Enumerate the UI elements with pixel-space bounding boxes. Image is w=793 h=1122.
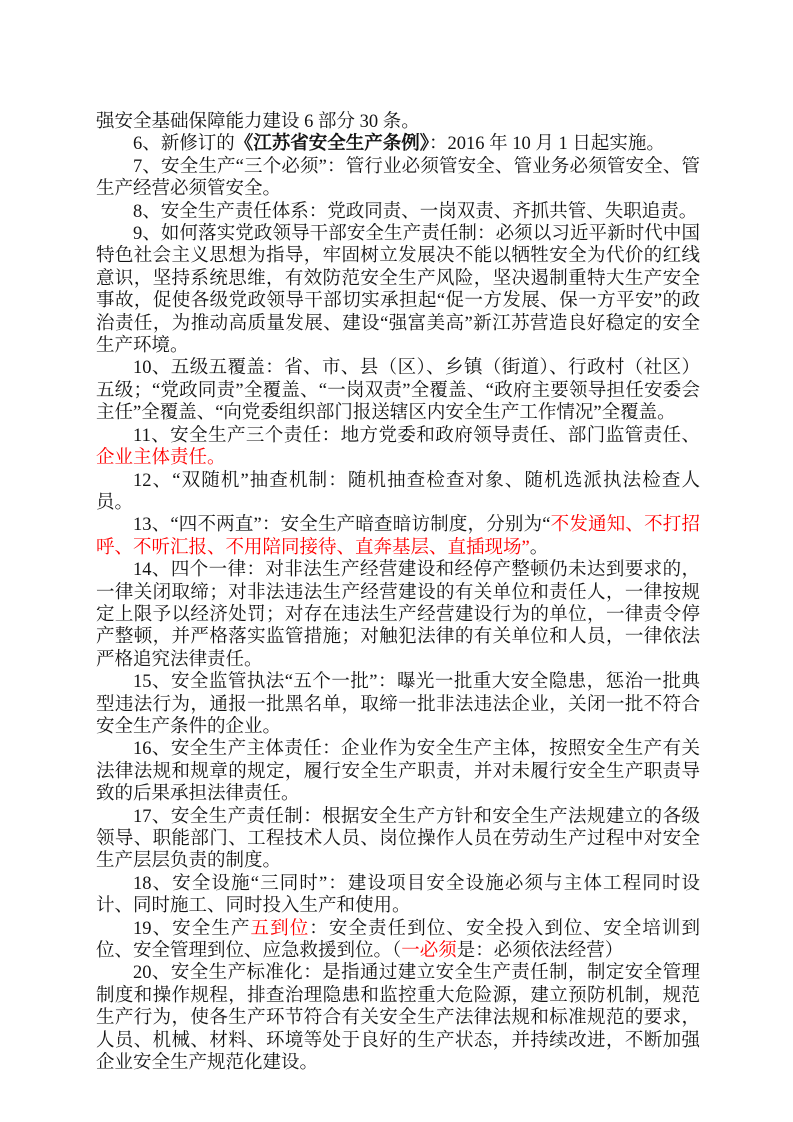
paragraph-item-10 [96, 357, 700, 424]
text-run: 15、安全监管执法“五个一批”：曝光一批重大安全隐患，惩治一批典型违法行为，通报一批黑名单，取缔一批非法违法企业，关闭一批不符合安全生产条件的企业。 [96, 672, 700, 737]
paragraph-item-18 [96, 873, 700, 918]
text-run: 。 [529, 537, 549, 558]
text-run: 7、安全生产“三个必须”：管行业必须管安全、管业务必须管安全、管生产经营必须管安全。 [96, 156, 700, 200]
text-run: 16、安全生产主体责任：企业作为安全生产主体，按照安全生产有关法律法规和规章的规定，履行安全生产职责，并对未履行安全生产职责导致的后果承担法律责任。 [96, 739, 700, 805]
text-run: 13、“四不两直”：安全生产暗查暗访制度，分别为“ [133, 515, 551, 536]
text-run: 8、安全生产责任体系：党政同责、一岗双责、齐抓共管、失职追责。 [133, 201, 698, 222]
paragraph-item-16 [96, 738, 700, 805]
book-title: 《江苏省安全生产条例》 [234, 134, 430, 155]
red-text-run: 五到位 [250, 918, 310, 939]
red-text-run: 一必须 [401, 941, 457, 962]
text-run: 12、“双随机”抽查机制：随机抽查检查对象、随机选派执法检查人员。 [96, 470, 700, 513]
paragraph-item-20 [96, 962, 700, 1074]
text-run: ：安全责任到位、安全投入到位、安全培训到位、安全管理到位、应急救援到位。（ [96, 918, 700, 962]
text-run: 强安全基础保障能力建设 6 部分 30 条。 [96, 112, 420, 132]
text-run: 6、新修订的 [133, 134, 235, 155]
text-run: 18、安全设施“三同时”：建设项目安全设施必须与主体工程同时设计、同时施工、同时投入生产和使用。 [96, 873, 700, 917]
text-run: 10、五级五覆盖：省、市、县（区）、乡镇（街道）、行政村（社区）五级；“党政同责”全覆盖、“一岗双责”全覆盖、“政府主要领导担任安委会主任”全覆盖、“向党委组织部门报送辖区内安全生产工作情况”全覆盖。 [96, 358, 700, 424]
paragraph-item-12 [96, 470, 700, 515]
paragraph-item-15 [96, 671, 700, 738]
text-run: 是：必须依法经营） [456, 941, 624, 962]
paragraph-item-6 [96, 133, 700, 155]
paragraph-continuation [96, 111, 700, 133]
paragraph-item-9 [96, 223, 700, 357]
text-run: 11、安全生产三个责任：地方党委和政府领导责任、部门监管责任、 [133, 425, 700, 446]
red-text-run: 不发通知、不打招呼、不听汇报、不用陪同接待、直奔基层、直插现场” [96, 515, 700, 558]
paragraph-item-7 [96, 156, 700, 201]
paragraph-item-14 [96, 559, 700, 671]
paragraph-item-13 [96, 514, 700, 559]
text-run: 20、安全生产标准化：是指通过建立安全生产责任制，制定安全管理制度和操作规程，排查治理隐患和监控重大危险源，建立预防机制，规范生产行为，使各生产环节符合有关安全生产法律法规和标准规范的要求，人员、机械、材料、环境等处于良好的生产状态，并持续改进，不断加强企业安全生产规范化建设。 [96, 963, 700, 1074]
text-run: 19、安全生产 [133, 918, 251, 939]
paragraph-item-17 [96, 806, 700, 873]
paragraph-item-19 [96, 918, 700, 963]
red-text-run: 企业主体责任。 [96, 448, 226, 469]
text-run: ：2016 年 10 月 1 日起实施。 [429, 134, 665, 155]
paragraph-item-11 [96, 425, 700, 470]
text-run: 17、安全生产责任制：根据安全生产方针和安全生产法规建立的各级领导、职能部门、工程技术人员、岗位操作人员在劳动生产过程中对安全生产层层负责的制度。 [96, 806, 700, 872]
text-run: 14、四个一律：对非法生产经营建设和经停产整顿仍未达到要求的，一律关闭取缔；对非法违法生产经营建设的有关单位和责任人，一律按规定上限予以经济处罚；对存在违法生产经营建设行为的单位，一律责令停产整顿，并严格落实监管措施；对触犯法律的有关单位和人员，一律依法严格追究法律责任。 [96, 560, 700, 670]
paragraph-item-8 [96, 201, 700, 223]
text-run: 9、如何落实党政领导干部安全生产责任制：必须以习近平新时代中国特色社会主义思想为指导，牢固树立发展决不能以牺牲安全为代价的红线意识，坚持系统思维，有效防范安全生产风险，坚决遏制重特大生产安全事故，促使各级党政领导干部切实承担起“促一方发展、保一方平安”的政治责任，为推动高质量发展、建设“强富美高”新江苏营造良好稳定的安全生产环境。 [96, 224, 700, 357]
